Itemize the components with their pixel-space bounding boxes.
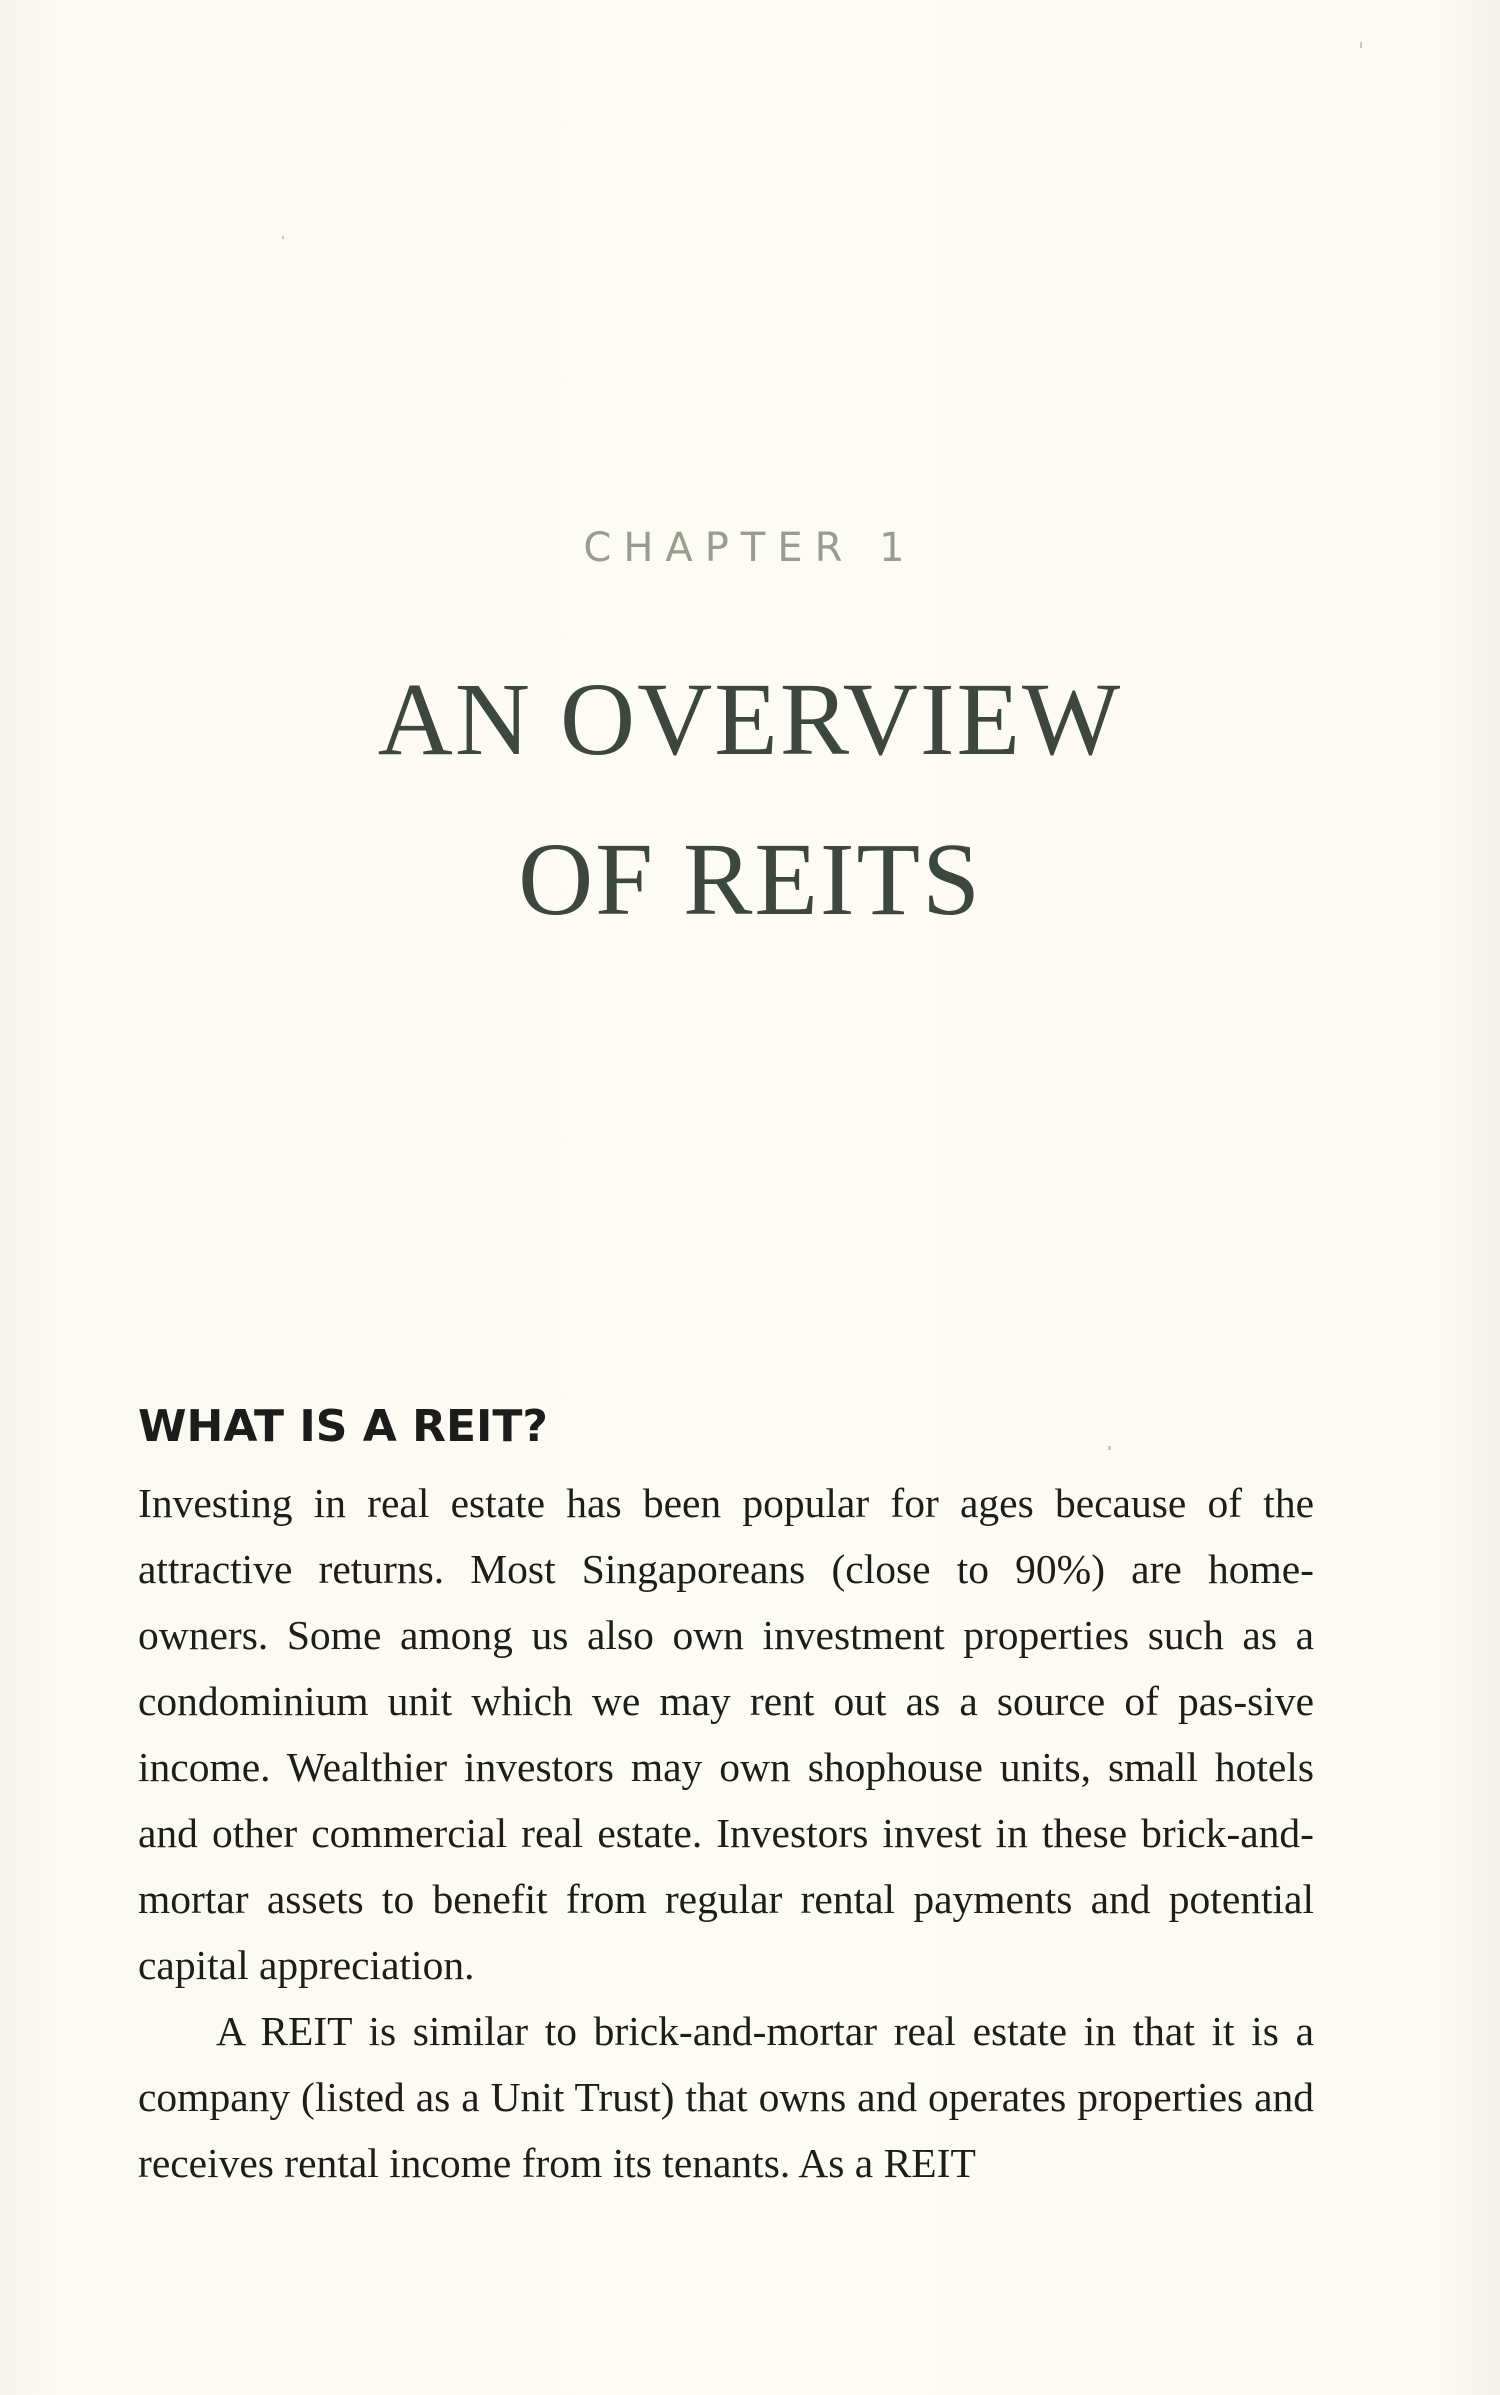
body-text: [138, 1470, 1314, 2196]
chapter-title-line-1: AN OVERVIEW: [377, 662, 1123, 777]
scan-speck: [282, 236, 284, 239]
paragraph-2: A REIT is similar to brick-and-mortar real estate in that it is a company (listed as a Unit Trust) that owns and operates properties and receives rental income from its tenants. As a REIT: [138, 2008, 1314, 2186]
chapter-title: [0, 640, 1500, 960]
scan-speck: [1108, 1446, 1111, 1450]
scan-speck: [1360, 42, 1362, 48]
paragraph-1: Investing in real estate has been popular for ages because of the attractive returns. Most Singaporeans (close to 90%) are home-owners. Some among us also own investment properties such as a condominium unit which we may rent out as a source of pas-sive income. Wealthier investors may own shophouse units, small hotels and other commercial real estate. Investors invest in these brick-and-mortar assets to benefit from regular rental payments and potential capital appreciation.: [138, 1480, 1314, 1988]
section-heading: WHAT IS A REIT?: [138, 1401, 548, 1452]
chapter-title-line-2: OF REITS: [518, 822, 982, 937]
chapter-label: CHAPTER 1: [583, 525, 917, 571]
